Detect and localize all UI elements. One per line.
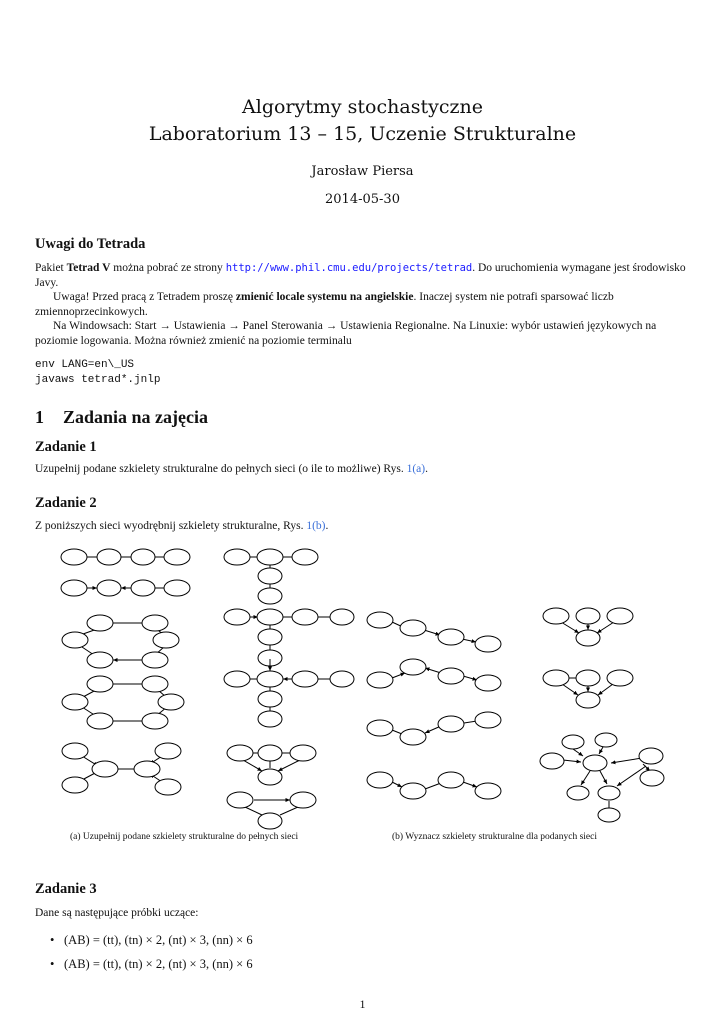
- caption-b: (b) Wyznacz szkielety strukturalne dla podanych sieci: [392, 832, 598, 842]
- graph-b3: [367, 712, 501, 745]
- figure-ref-1a[interactable]: 1(a): [406, 463, 426, 475]
- graph-a2: [61, 580, 190, 596]
- code-line-1: env LANG=en\_US: [35, 359, 135, 371]
- sample-item-1: • (AB) = (tt), (tn) × 2, (nt) × 3, (nn) × 6: [50, 933, 253, 947]
- zadanie-2-heading: Zadanie 2: [35, 495, 97, 511]
- zadanie-2-text: Z poniższych sieci wyodrębnij szkielety strukturalne, Rys. 1(b).: [35, 520, 329, 532]
- bullet-icon: •: [50, 933, 55, 947]
- section-1-heading: 1 Zadania na zajęcia: [35, 407, 209, 427]
- zadanie-3-text: Dane są następujące próbki uczące:: [35, 907, 199, 919]
- graph-b7: [540, 733, 664, 822]
- graph-a8: [224, 659, 354, 727]
- zadanie-3-heading: Zadanie 3: [35, 881, 97, 897]
- graph-b4: [367, 772, 501, 799]
- uwagi-paragraph-1: Pakiet Tetrad V można pobrać ze strony http://www.phil.cmu.edu/projects/tetrad. Do uruchomienia wymagane jest środowisko Javy.: [35, 262, 686, 289]
- code-line-2: javaws tetrad*.jnlp: [35, 374, 161, 386]
- graph-b1: [367, 612, 501, 652]
- graph-b6: [543, 670, 633, 708]
- uwagi-paragraph-2: Uwaga! Przed pracą z Tetradem proszę zmienić locale systemu na angielskie. Inaczej system nie potrafi sparsować liczb zmiennoprzecinkowych.: [35, 291, 614, 318]
- uwagi-heading: Uwagi do Tetrada: [35, 236, 146, 252]
- graph-a1: [61, 549, 190, 565]
- graph-a3: [62, 615, 179, 668]
- graph-a4: [62, 676, 184, 729]
- author: Jarosław Piersa: [311, 164, 414, 179]
- graph-a6: [224, 549, 318, 604]
- graph-b2: [367, 659, 501, 691]
- bullet-icon: •: [50, 957, 55, 971]
- graph-a5: [62, 743, 181, 795]
- graph-a10: [227, 792, 316, 829]
- page-number: 1: [359, 997, 366, 1011]
- graph-a9: [227, 745, 316, 785]
- title-line-2: Laboratorium 13 – 15, Uczenie Strukturalne: [148, 123, 577, 145]
- zadanie-1-text: Uzupełnij podane szkielety strukturalne do pełnych sieci (o ile to możliwe) Rys. 1(a).: [35, 463, 428, 475]
- tetrad-url-link[interactable]: http://www.phil.cmu.edu/projects/tetrad: [225, 262, 473, 274]
- sample-item-2: • (AB) = (tt), (tn) × 2, (nt) × 3, (nn) × 6: [50, 957, 253, 971]
- title-line-1: Algorytmy stochastyczne: [242, 96, 483, 118]
- graph-b5: [543, 608, 633, 646]
- caption-a: (a) Uzupełnij podane szkielety strukturalne do pełnych sieci: [70, 832, 299, 842]
- date: 2014-05-30: [325, 192, 400, 207]
- uwagi-paragraph-3: Na Windowsach: Start → Ustawienia → Panel Sterowania → Ustawienia Regionalne. Na Linuxie: wybór ustawień językowych na poziomie logowania. Można również zmienić na poziomie terminalu: [35, 320, 657, 347]
- zadanie-1-heading: Zadanie 1: [35, 439, 97, 455]
- graph-a7: [224, 609, 354, 666]
- figure-ref-1b[interactable]: 1(b): [306, 520, 326, 532]
